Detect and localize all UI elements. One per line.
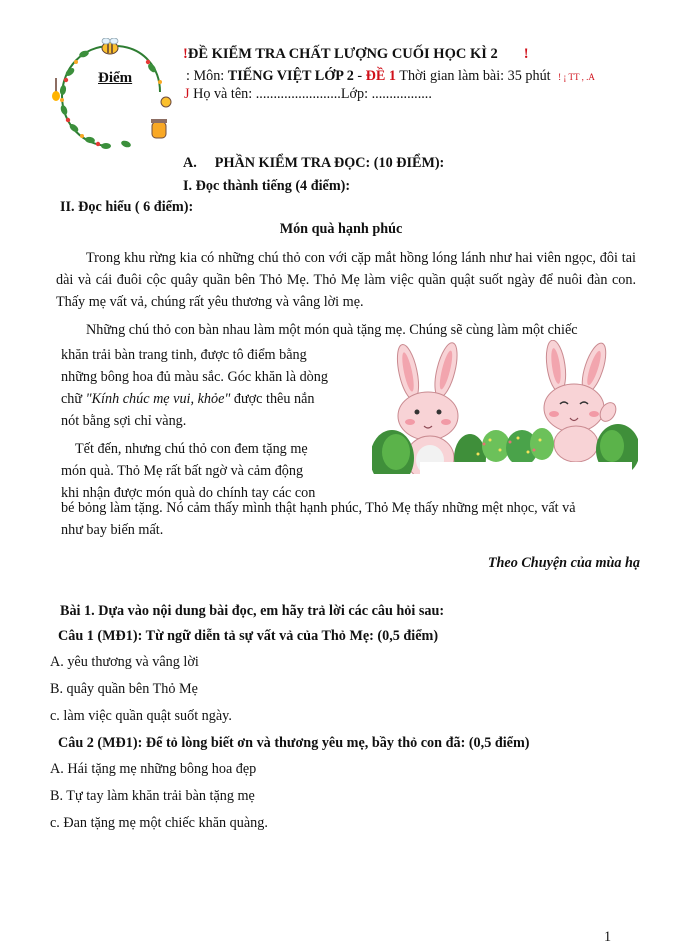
student-info-line: [184, 86, 432, 103]
subject: TIẾNG VIỆT LỚP 2: [227, 68, 354, 84]
story-paragraph-2-line-3: những bông hoa đủ màu sắc. Góc khăn là dòng: [61, 369, 328, 385]
story-paragraph-2-line-4: chữ "Kính chúc mẹ vui, khỏe" được thêu nắn: [61, 391, 315, 407]
wreath-icon: [59, 46, 162, 149]
exam-code: ĐỀ 1: [365, 68, 396, 84]
section-a-title: PHẦN KIỂM TRA ĐỌC: (10 ĐIỂM):: [214, 155, 445, 171]
question-1-option-c[interactable]: c. làm việc quần quật suốt ngày.: [50, 708, 232, 724]
exam-title: ĐỀ KIỂM TRA CHẤT LƯỢNG CUỐI HỌC KÌ 2: [187, 46, 498, 62]
subject-line: [186, 68, 595, 85]
story-paragraph-2-wrap: [61, 344, 328, 432]
question-2-option-b[interactable]: B. Tự tay làm khăn trải bàn tặng mẹ: [50, 788, 255, 804]
question-2-option-c[interactable]: c. Đan tặng mẹ một chiếc khăn quàng.: [50, 815, 268, 831]
student-name-line: Họ và tên: ........................Lớp: .................: [193, 86, 432, 102]
question-1-prompt: Câu 1 (MĐ1): Từ ngữ diễn tả sự vất vả của Thỏ Mẹ: (0,5 điểm): [58, 628, 439, 644]
section-a-letter: A.: [183, 155, 197, 171]
title-mark-end: !: [523, 46, 529, 62]
subject-dash: -: [353, 68, 366, 84]
rabbits-illustration: [372, 340, 638, 474]
story-paragraph-1: Trong khu rừng kia có những chú thỏ con với cặp mắt hồng lóng lánh như hai viên ngọc, đôi tai dài và cái đuôi cộc quây quần bên Thỏ Mẹ. Thỏ Mẹ làm việc quần quật suốt ngày để nuôi đàn con. Thấy mẹ vất vả, chúng rất yêu thương và vâng lời mẹ.: [56, 250, 636, 310]
question-2-prompt: Câu 2 (MĐ1): Để tỏ lòng biết ơn và thương yêu mẹ, bầy thỏ con đã: (0,5 điểm): [58, 735, 530, 751]
story-paragraph-3-wrap: [61, 438, 315, 504]
exercise-title: Bài 1. Dựa vào nội dung bài đọc, em hãy trả lời các câu hỏi sau:: [60, 603, 445, 619]
page-number: 1: [604, 929, 612, 945]
embroidered-quote: "Kính chúc mẹ vui, khỏe": [85, 391, 231, 407]
section-a-heading: [183, 155, 444, 172]
name-mark: J: [184, 86, 190, 102]
story-paragraph-3-line-2: món quà. Thỏ Mẹ rất bất ngờ và cảm động: [61, 463, 304, 479]
story-source: Theo Chuyện của mùa hạ: [487, 555, 640, 571]
story-paragraph-3-line-3: khi nhận được món quà do chính tay các con: [61, 485, 316, 501]
stray-marks: ! ¡ TT , .A: [558, 72, 595, 82]
story-paragraph-2-line-1: Những chú thỏ con bàn nhau làm một món quà tặng mẹ. Chúng sẽ cùng làm một chiếc: [86, 322, 578, 338]
exam-title-line: [183, 46, 529, 63]
title-mark: !: [183, 46, 188, 62]
story-paragraph-2-line-2: khăn trải bàn trang tinh, được tô điểm bằng: [61, 347, 307, 363]
story-paragraph-2-line-5: nót bằng sợi chỉ vàng.: [61, 413, 187, 429]
question-1-option-b[interactable]: B. quây quần bên Thỏ Mẹ: [50, 681, 198, 697]
part-1-heading: I. Đọc thành tiếng (4 điểm):: [183, 178, 351, 194]
honey-jar-icon: [151, 97, 171, 138]
honey-dipper-icon: [52, 78, 60, 101]
story-title: Món quà hạnh phúc: [279, 221, 403, 237]
question-1-option-a[interactable]: A. yêu thương và vâng lời: [50, 654, 199, 670]
exam-time: Thời gian làm bài: 35 phút: [396, 68, 551, 84]
score-label: Điểm: [98, 70, 133, 86]
story-paragraph-3-line-4: bé bỏng làm tặng. Nó cảm thấy mình thật hạnh phúc, Thỏ Mẹ thấy những mệt nhọc, vất vả: [61, 500, 576, 516]
story-paragraph-3-line-1: Tết đến, nhưng chú thỏ con đem tặng mẹ: [75, 441, 308, 457]
story-paragraph-3-line-5: như bay biến mất.: [61, 522, 164, 538]
question-2-option-a[interactable]: A. Hái tặng mẹ những bông hoa đẹp: [50, 761, 257, 777]
part-2-heading: II. Đọc hiểu ( 6 điểm):: [60, 199, 194, 215]
score-badge-wreath: [48, 38, 178, 156]
subject-lead: : Môn:: [186, 68, 228, 84]
bee-icon: [102, 38, 118, 54]
